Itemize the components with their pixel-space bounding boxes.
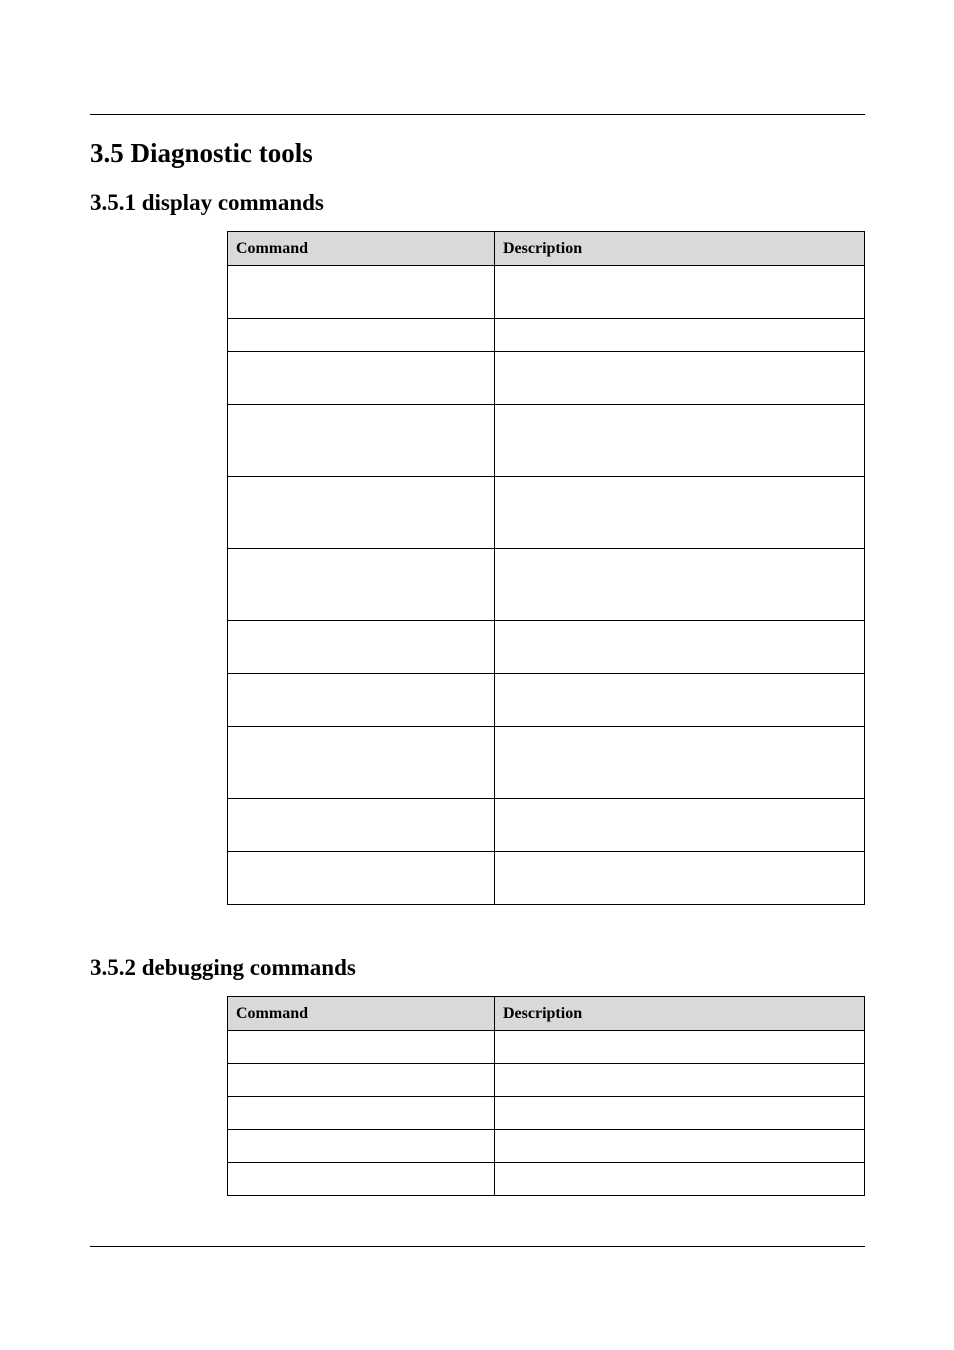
column-header-description: Description bbox=[495, 997, 865, 1031]
description-cell bbox=[495, 477, 865, 549]
column-header-command: Command bbox=[228, 997, 495, 1031]
command-cell bbox=[228, 319, 495, 352]
description-cell bbox=[495, 405, 865, 477]
description-cell bbox=[495, 799, 865, 852]
description-cell bbox=[495, 727, 865, 799]
description-cell bbox=[495, 621, 865, 674]
table-row bbox=[228, 1097, 865, 1130]
description-cell bbox=[495, 1031, 865, 1064]
command-cell bbox=[228, 549, 495, 621]
command-cell bbox=[228, 727, 495, 799]
command-cell bbox=[228, 1130, 495, 1163]
table-row bbox=[228, 477, 865, 549]
command-cell bbox=[228, 852, 495, 905]
command-cell bbox=[228, 1031, 495, 1064]
command-cell bbox=[228, 266, 495, 319]
table-row bbox=[228, 1031, 865, 1064]
description-cell bbox=[495, 674, 865, 727]
table-row bbox=[228, 1163, 865, 1196]
command-cell bbox=[228, 799, 495, 852]
description-cell bbox=[495, 352, 865, 405]
description-cell bbox=[495, 319, 865, 352]
command-cell bbox=[228, 405, 495, 477]
description-cell bbox=[495, 266, 865, 319]
description-cell bbox=[495, 1064, 865, 1097]
command-cell bbox=[228, 1064, 495, 1097]
column-header-description: Description bbox=[495, 232, 865, 266]
column-header-command: Command bbox=[228, 232, 495, 266]
table-row bbox=[228, 319, 865, 352]
description-cell bbox=[495, 852, 865, 905]
command-cell bbox=[228, 1097, 495, 1130]
description-cell bbox=[495, 1097, 865, 1130]
table-row bbox=[228, 549, 865, 621]
table-row bbox=[228, 852, 865, 905]
table-row bbox=[228, 1064, 865, 1097]
debugging-commands-title: 3.5.2 debugging commands bbox=[90, 955, 356, 980]
table-row bbox=[228, 1130, 865, 1163]
command-cell bbox=[228, 477, 495, 549]
table-row bbox=[228, 352, 865, 405]
table-row bbox=[228, 266, 865, 319]
command-cell bbox=[228, 352, 495, 405]
description-cell bbox=[495, 1130, 865, 1163]
command-cell bbox=[228, 621, 495, 674]
display-commands-table bbox=[227, 231, 865, 905]
table-row bbox=[228, 621, 865, 674]
section-title: 3.5 Diagnostic tools bbox=[90, 138, 313, 168]
command-cell bbox=[228, 1163, 495, 1196]
table-row bbox=[228, 727, 865, 799]
table-header-row bbox=[228, 997, 865, 1031]
table-row bbox=[228, 405, 865, 477]
table-header-row bbox=[228, 232, 865, 266]
table-row bbox=[228, 674, 865, 727]
display-commands-title: 3.5.1 display commands bbox=[90, 190, 324, 215]
header-rule bbox=[90, 114, 865, 115]
description-cell bbox=[495, 1163, 865, 1196]
table-row bbox=[228, 799, 865, 852]
command-cell bbox=[228, 674, 495, 727]
debugging-commands-table bbox=[227, 996, 865, 1196]
footer-rule bbox=[90, 1246, 865, 1247]
description-cell bbox=[495, 549, 865, 621]
